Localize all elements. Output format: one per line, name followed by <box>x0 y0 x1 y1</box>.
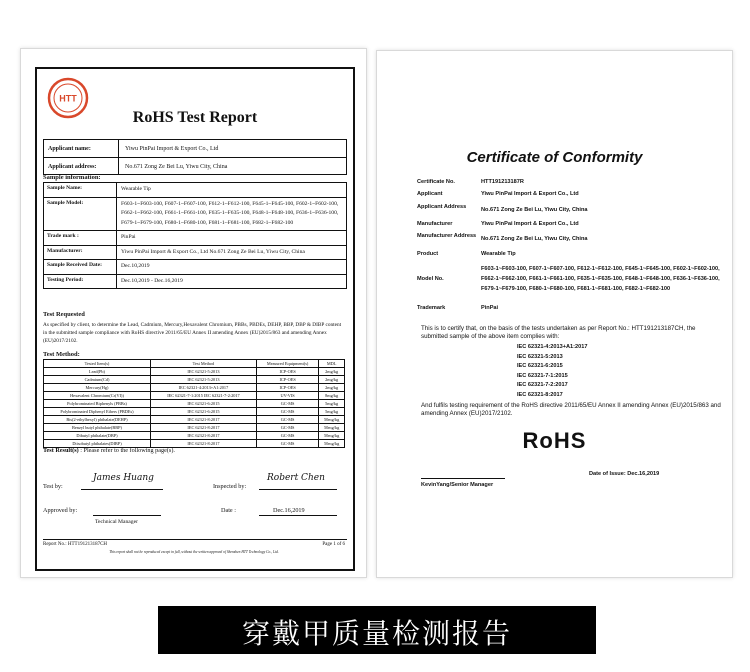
standard-item: IEC 62321-7-2:2017 <box>517 382 568 389</box>
certify-text: This is to certify that, on the basis of the tests undertaken as per Report No.: HTT191213187CH, the submitted sample of the above item complies with: <box>421 325 696 340</box>
cell: Bis(2-ethylhexyl) phthalate(DEHP) <box>44 416 151 424</box>
standard-item: IEC 62321-7-1:2015 <box>517 372 568 379</box>
method-col: MDL <box>319 360 345 368</box>
cell: IEC 62321-5:2013 <box>150 376 256 384</box>
field-row <box>417 221 731 227</box>
cell: IEC 62321-7-1:2015 IEC 62321-7-2:2017 <box>150 392 256 400</box>
banner-text: 穿戴甲质量检测报告 <box>241 618 512 649</box>
report-frame <box>35 67 355 571</box>
cell: Diisobutyl phthalates(DIBP) <box>44 440 151 448</box>
cell: Polybrominated Biphenyls (PBBs) <box>44 400 151 408</box>
sample-label: Sample Received Date: <box>44 260 117 274</box>
cell: ICP-OES <box>256 376 318 384</box>
cell: 2mg/kg <box>319 384 345 392</box>
applicant-name: Yiwu PinPai Import & Export Co., Ltd <box>125 145 219 152</box>
sample-value: F603-1~F603-100, F607-1~F607-100, F612-1~F612-100, F645-1~F645-100, F602-1~F602-100, F662-1~F662-100, F661-1~F661-100, F635-1~F635-100, F648-1~F648-100, F636-1~F636-100, F679-1~F679-100, F680-1~F680-100, F681-1~F681-100, F682-1~F682-100 <box>121 200 339 226</box>
sample-row <box>44 259 346 274</box>
results-text: : Please refer to the following page(s). <box>80 447 175 454</box>
field-label: Manufacturer <box>417 221 453 227</box>
sample-row <box>44 245 346 260</box>
cell: 2mg/kg <box>319 376 345 384</box>
test-by-label: Test by: <box>43 483 63 490</box>
cell: GC-MS <box>256 440 318 448</box>
table-row <box>44 400 345 408</box>
standard-item: IEC 62321-5:2013 <box>517 353 563 360</box>
method-col-part: Equipment(s) <box>284 361 309 366</box>
approved-by-line <box>93 515 161 516</box>
rohs-test-report <box>20 48 367 578</box>
cell: GC-MS <box>256 400 318 408</box>
sample-label: Testing Period: <box>44 275 117 289</box>
cell: ICP-OES <box>256 368 318 376</box>
field-row <box>417 233 731 243</box>
field-label: Applicant <box>417 191 443 197</box>
logo-text: HTT <box>59 93 77 104</box>
field-row <box>417 191 731 197</box>
cell: Hexavalent Chromium(Cr(VI)) <box>44 392 151 400</box>
rohs-mark: RoHS <box>522 428 587 453</box>
sample-row <box>44 274 346 289</box>
sample-label: Sample Model: <box>44 198 117 231</box>
sample-row <box>44 230 346 245</box>
cell: Cadmium(Cd) <box>44 376 151 384</box>
cell: IEC 62321-4:2013+A1:2017 <box>150 384 256 392</box>
date-value: Dec.16,2019 <box>273 507 305 514</box>
cell: 50mg/kg <box>319 440 345 448</box>
field-value: Yiwu PinPai Import & Export Co., Ltd <box>481 221 579 227</box>
method-col-part: Measured <box>266 361 284 366</box>
sample-value: Wearable Tip <box>121 186 151 192</box>
table-row <box>44 432 345 440</box>
footer-row <box>43 542 345 547</box>
test-requested-text: As specified by client, to determine the Lead, Cadmium, Mercury,Hexavalent Chromium, PBBs, PBDEs, DEHP, BBP, DBP & DIBP content in the submitted sample compliance with RoHS directive 2011/65/EU Annex II amending Annex (EU)2015/863 and amending Annex (EU)2017/2102. <box>43 322 342 344</box>
method-header-row <box>44 360 345 368</box>
test-requested-header: Test Requested <box>43 311 85 318</box>
field-label: Certificate No. <box>417 179 455 185</box>
cell: IEC 62321-8:2017 <box>150 424 256 432</box>
sample-value: Dec.10,2019 - Dec.16,2019 <box>121 277 183 284</box>
method-col <box>256 360 318 368</box>
cell: GC-MS <box>256 408 318 416</box>
report-number: Report No.: HTT191213187CH <box>43 542 108 547</box>
test-by-signature: James Huang <box>93 473 154 483</box>
method-col: Tested Item(s) <box>44 360 151 368</box>
cell: Benzyl butyl phthalate(BBP) <box>44 424 151 432</box>
field-value: F603-1~F603-100, F607-1~F607-100, F612-1~F612-100, F645-1~F645-100, F602-1~F602-100, F662-1~F662-100, F661-1~F661-100, F635-1~F635-100, F648-1~F648-100, F636-1~F636-100, F679-1~F679-100, F680-1~F680-100, F681-1~F681-100, F682-1~F682-100 <box>481 266 720 292</box>
inspected-by-signature: Robert Chen <box>267 473 325 483</box>
cell: 50mg/kg <box>319 416 345 424</box>
field-label: Trademark <box>417 305 446 311</box>
cell: IEC 62321-5:2013 <box>150 368 256 376</box>
field-label: Applicant Address <box>417 204 467 210</box>
test-method-header: Test Method: <box>43 351 80 358</box>
cell: GC-MS <box>256 432 318 440</box>
title-banner <box>158 606 596 654</box>
results-label: Test Result(s) <box>43 447 79 454</box>
applicant-address-label: Applicant address: <box>44 158 119 175</box>
table-row <box>44 376 345 384</box>
cell: GC-MS <box>256 416 318 424</box>
technical-manager: Technical Manager <box>95 519 138 525</box>
report-title: RoHS Test Report <box>132 109 258 126</box>
cell: IEC 62321-8:2017 <box>150 440 256 448</box>
fulfils-text: And fulfils testing requirement of the RoHS directive 2011/65/EU Annex II amending Annex (EU)2015/863 and amending Annex (EU)2017/2102. <box>421 402 721 417</box>
applicant-address: No.671 Zong Ze Bei Lu, Yiwu City, China <box>125 163 228 170</box>
date-label: Date : <box>221 507 236 514</box>
sample-label: Trade mark : <box>44 231 117 245</box>
field-row <box>417 264 731 294</box>
table-row <box>44 408 345 416</box>
cell: 2mg/kg <box>319 368 345 376</box>
table-row <box>44 392 345 400</box>
field-row <box>417 204 731 214</box>
footer-note: This report shall not be reproduced except in full, without the written approval of Shenzhen HTT Technology Co., Ltd. <box>109 550 279 554</box>
cell: IEC 62321-6:2015 <box>150 400 256 408</box>
sample-table <box>43 182 347 289</box>
field-value: No.671 Zong Ze Bei Lu, Yiwu City, China <box>481 236 588 242</box>
sample-row <box>44 197 346 231</box>
table-row <box>44 416 345 424</box>
sample-row <box>44 183 346 197</box>
standard-item: IEC 62321-6:2015 <box>517 363 563 370</box>
cell: IEC 62321-6:2015 <box>150 408 256 416</box>
page-number: Page 1 of 6 <box>322 542 345 547</box>
cell: Dibutyl phthalate(DBP) <box>44 432 151 440</box>
field-value: Yiwu PinPai Import & Export Co., Ltd <box>481 191 579 197</box>
table-row <box>44 384 345 392</box>
cell: IEC 62321-8:2017 <box>150 432 256 440</box>
date-of-issue: Date of Issue: Dec.16,2019 <box>589 471 660 477</box>
field-value: No.671 Zong Ze Bei Lu, Yiwu City, China <box>481 207 588 213</box>
inspected-by-line <box>259 489 337 490</box>
standard-item: IEC 62321-8:2017 <box>517 391 563 398</box>
field-row <box>417 305 731 311</box>
signer-name: KevinYang/Senior Manager <box>421 482 494 488</box>
sample-value: Yiwu PinPai Import & Export Co., Ltd No.671 Zong Ze Bei Lu, Yiwu City, China <box>121 248 305 255</box>
field-label: Model No. <box>417 276 444 282</box>
applicant-label: Applicant name: <box>44 140 119 157</box>
table-row <box>44 368 345 376</box>
cell: 50mg/kg <box>319 424 345 432</box>
sample-label: Manufacturer: <box>44 246 117 260</box>
cell: GC-MS <box>256 424 318 432</box>
cell: 5mg/kg <box>319 400 345 408</box>
field-row <box>417 251 731 257</box>
standards-list <box>517 343 587 401</box>
applicant-box <box>43 139 347 175</box>
field-value: Wearable Tip <box>481 251 516 257</box>
cell: IEC 62321-8:2017 <box>150 416 256 424</box>
test-by-line <box>81 489 163 490</box>
cell: ICP-OES <box>256 384 318 392</box>
field-label: Product <box>417 251 439 257</box>
sample-value: PinPai <box>121 234 136 240</box>
signature-line <box>421 478 505 479</box>
certificate-of-conformity <box>376 50 733 578</box>
field-label: Manufacturer Address <box>417 233 477 239</box>
cell: Polybrominated Diphenyl Ethers (PBDEs) <box>44 408 151 416</box>
sample-label: Sample Name: <box>44 183 117 197</box>
field-value: PinPai <box>481 305 499 311</box>
sample-value: Dec.10,2019 <box>121 263 150 269</box>
inspected-by-label: Inspected by: <box>213 483 247 490</box>
approved-by-label: Approved by: <box>43 507 78 514</box>
certificate-title: Certificate of Conformity <box>466 149 643 166</box>
results-line <box>43 447 175 454</box>
cell: 8mg/kg <box>319 392 345 400</box>
cell: 5mg/kg <box>319 408 345 416</box>
date-line <box>259 515 337 516</box>
cell: Mercury(Hg) <box>44 384 151 392</box>
sample-info-header: Sample information: <box>43 174 101 181</box>
standard-item: IEC 62321-4:2013+A1:2017 <box>517 344 588 350</box>
field-row <box>417 179 731 185</box>
cell: 50mg/kg <box>319 432 345 440</box>
footer-divider <box>43 539 347 540</box>
method-col: Test Method <box>150 360 256 368</box>
field-value: HTT191213187R <box>481 179 524 185</box>
cell: UV-VIS <box>256 392 318 400</box>
test-method-table <box>43 359 345 448</box>
cell: Lead(Pb) <box>44 368 151 376</box>
table-row <box>44 424 345 432</box>
